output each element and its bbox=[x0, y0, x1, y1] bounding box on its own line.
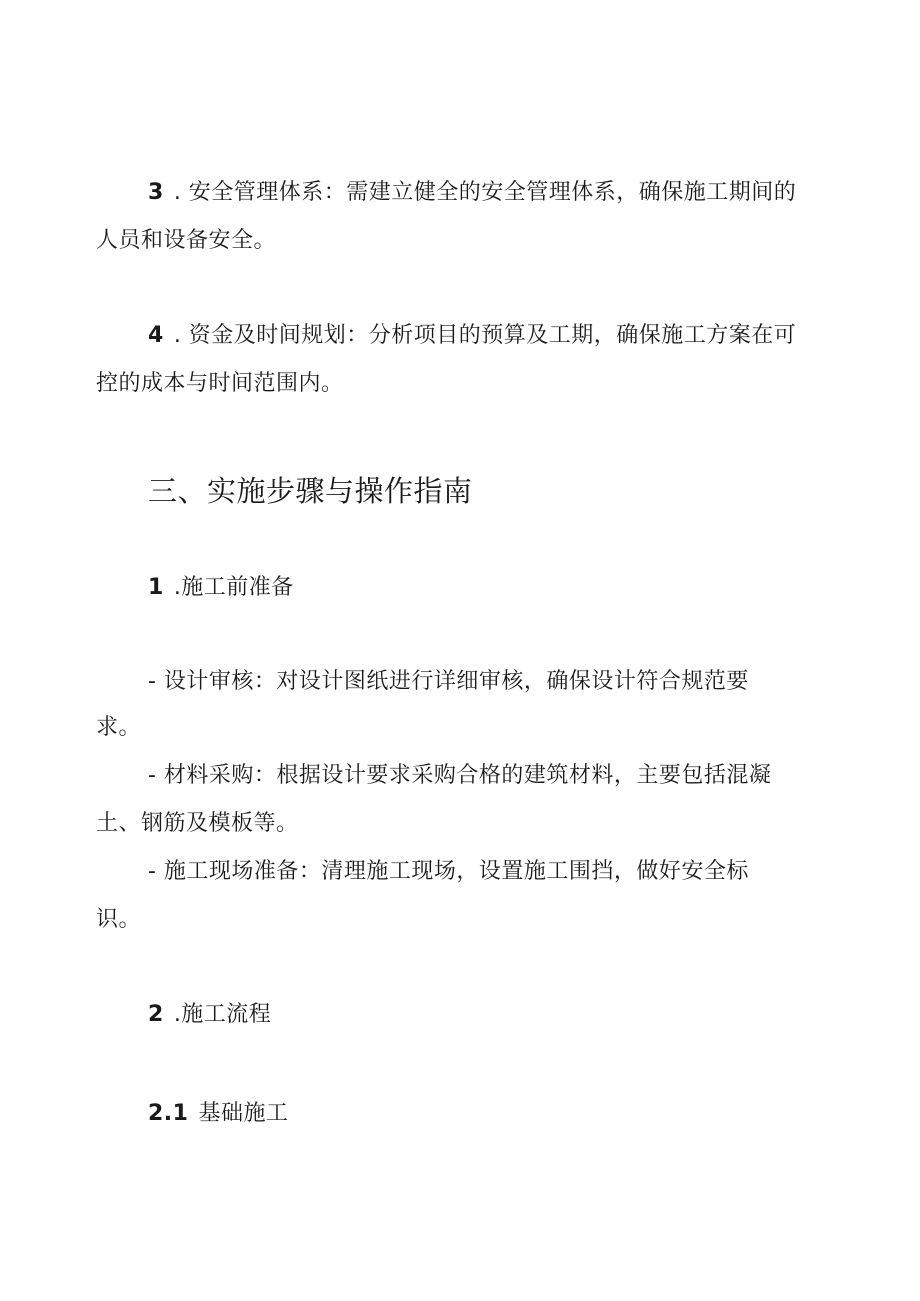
bullet-2-line-2: 土、钢筋及模板等。 bbox=[96, 811, 299, 836]
sub-1-text: .施工前准备 bbox=[173, 575, 294, 600]
sub-2-heading bbox=[148, 1001, 271, 1029]
item-4-number: 4 bbox=[148, 323, 164, 348]
sub-2-1-text: 基础施工 bbox=[198, 1101, 289, 1126]
bullet-1-line-2: 求。 bbox=[96, 715, 142, 740]
bullet-2-line-1: - 材料采购：根据设计要求采购合格的建筑材料，主要包括混凝 bbox=[148, 763, 772, 788]
sub-2-1-heading bbox=[148, 1100, 289, 1128]
bullet-1-line-1: - 设计审核：对设计图纸进行详细审核，确保设计符合规范要 bbox=[148, 669, 749, 694]
item-3-text: . 安全管理体系：需建立健全的安全管理体系，确保施工期间的 bbox=[173, 180, 797, 205]
sub-2-number: 2 bbox=[148, 1002, 164, 1027]
sub-2-1-number: 2.1 bbox=[148, 1101, 189, 1126]
sub-2-text: .施工流程 bbox=[173, 1002, 272, 1027]
bullet-3-line-1: - 施工现场准备：清理施工现场，设置施工围挡，做好安全标 bbox=[148, 859, 749, 884]
item-4-text: . 资金及时间规划：分析项目的预算及工期，确保施工方案在可 bbox=[173, 323, 797, 348]
item-4-line-1 bbox=[148, 322, 796, 350]
item-3-number: 3 bbox=[148, 180, 164, 205]
item-3-line-2: 人员和设备安全。 bbox=[96, 228, 277, 253]
sub-1-number: 1 bbox=[148, 575, 164, 600]
bullet-3-line-2: 识。 bbox=[96, 907, 142, 932]
item-4-line-2: 控的成本与时间范围内。 bbox=[96, 371, 344, 396]
section-heading: 三、实施步骤与操作指南 bbox=[148, 474, 473, 508]
sub-1-heading bbox=[148, 574, 294, 602]
item-3-line-1 bbox=[148, 179, 796, 207]
